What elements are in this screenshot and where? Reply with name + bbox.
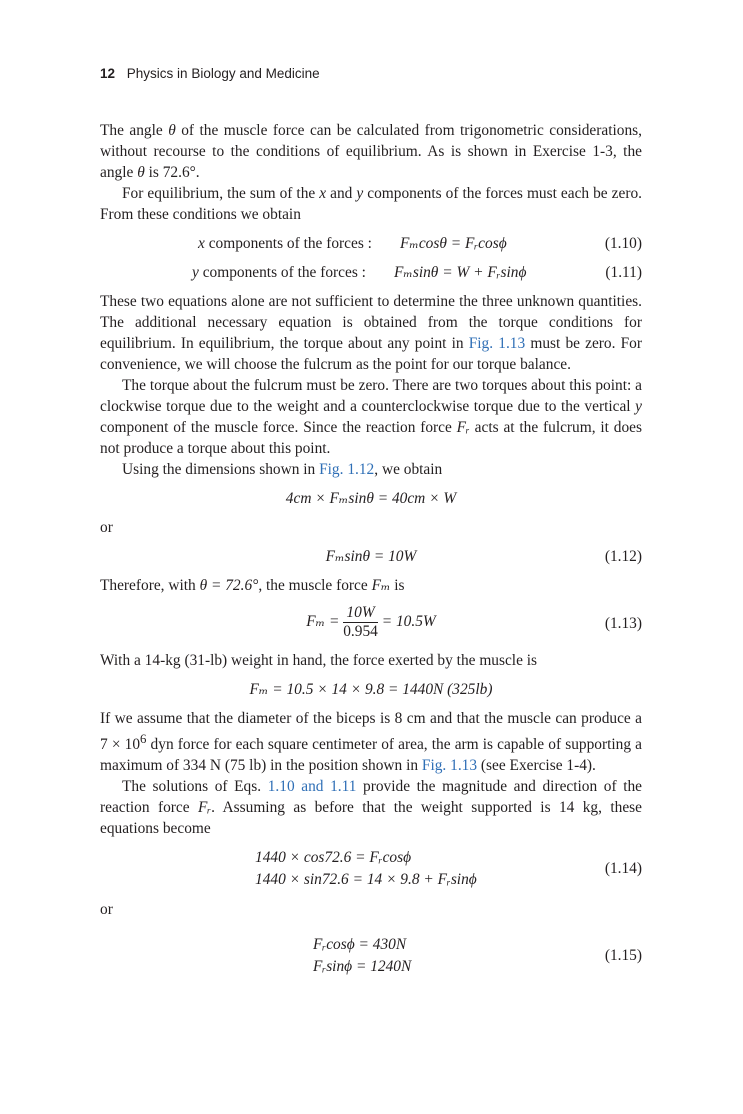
or-text: or: [100, 901, 113, 919]
paragraph-3: These two equations alone are not sufficient to determine the three unknown quantities. The additional necessary equation is obtained from the torque conditions for equilibrium. In equilibrium, the torque about any point in Fig. 1.13 must be zero. For convenience, we will choose the fulcrum as the point for our torque balance.: [100, 293, 643, 373]
equation-torque: 4cm × Fₘsinθ = 40cm × W: [285, 490, 457, 507]
paragraph-6: Therefore, with θ = 72.6°, the muscle force Fₘ is: [100, 577, 405, 594]
figure-link[interactable]: Fig. 1.13: [468, 335, 526, 352]
equation-1-15: Fᵣcosϕ = 430N Fᵣsinϕ = 1240N (1.15): [313, 936, 642, 976]
equation-1-13: Fₘ = $\frac{10W}{0.954}$ = 10.5W (1.13): [306, 604, 642, 640]
figure-link[interactable]: Fig. 1.13: [421, 757, 478, 775]
paragraph-4: The torque about the fulcrum must be zero. There are two torques about this point: a clockwise torque due to the weight and a counterclockwise torque due to the vertical y component of the muscle force. Since the reaction force Fᵣ acts at the fulcrum, it does not produce a torque about this point.: [100, 377, 642, 457]
equation-1-11: y components of the forces : Fₘsinθ = W + Fᵣsinϕ (1.11): [192, 264, 642, 281]
or-text: or: [100, 519, 113, 536]
fraction: $\frac{10W}{0.954}$: [343, 604, 378, 640]
text-body: [100, 120, 642, 986]
equation-1-10: x components of the forces : Fₘcosθ = Fᵣcosϕ (1.10): [198, 235, 642, 252]
equation-link[interactable]: 1.10 and 1.11: [267, 778, 357, 796]
equation-muscle-force: Fₘ = 10.5 × 14 × 9.8 = 1440N (325lb): [249, 681, 493, 698]
equation-1-14: 1440 × cos72.6 = Fᵣcosϕ 1440 × sin72.6 = 14 × 9.8 + Fᵣsinϕ (1.14): [255, 849, 642, 889]
paragraph-5: Using the dimensions shown in Fig. 1.12, we obtain: [122, 461, 443, 478]
paragraph-2: For equilibrium, the sum of the x and y components of the forces must each be zero. From these conditions we obtain: [100, 185, 642, 223]
running-header: [100, 66, 320, 81]
paragraph-7: With a 14-kg (31-lb) weight in hand, the force exerted by the muscle is: [100, 652, 538, 669]
paragraph-9: The solutions of Eqs. 1.10 and 1.11 provide the magnitude and direction of the reaction force Fᵣ. Assuming as before that the weight supported is 14 kg, these equations become: [100, 778, 643, 838]
page-number: 12: [100, 66, 116, 81]
equation-1-12: Fₘsinθ = 10W (1.12): [325, 548, 642, 565]
running-title: Physics in Biology and Medicine: [126, 66, 320, 81]
paragraph-8: If we assume that the diameter of the biceps is 8 cm and that the muscle can produce a $7 \times 10^6$ dyn force for each square centimeter of area, the arm is capable of supporting a maximum of 334 N (75 lb) in the position shown in Fig. 1.13 (see Exercise 1-4).: [100, 710, 642, 775]
figure-link[interactable]: Fig. 1.12: [319, 461, 375, 478]
paragraph-1: The angle θ of the muscle force can be calculated from trigonometric considerations, without recourse to the conditions of equilibrium. As is shown in Exercise 1-3, the angle θ is 72.6°.: [100, 122, 642, 181]
